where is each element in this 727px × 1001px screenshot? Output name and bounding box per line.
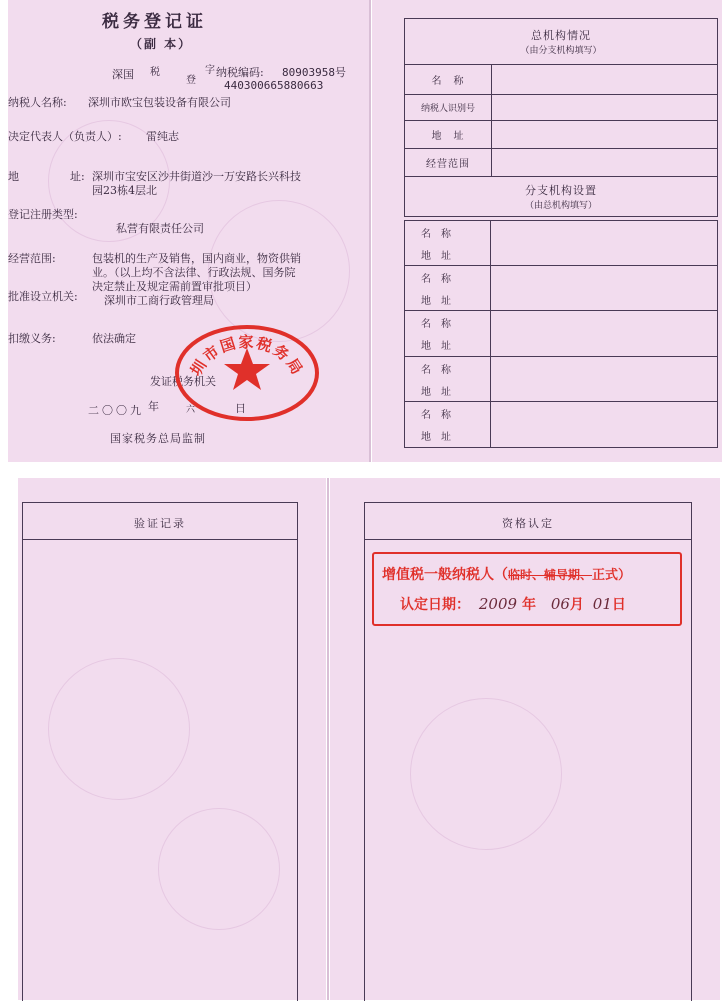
branch-name-label: 名 称 [421,410,451,422]
seal-star-icon [224,348,270,390]
reg-type-label: 登记注册类型: [8,208,78,221]
issuer-prefix: 深国 [112,68,134,81]
qualification-header [365,503,691,540]
address-value-line2: 园23栋4层北 [92,184,157,197]
legal-rep-value: 雷纯志 [146,130,179,143]
branch-row [404,220,718,266]
stamp-year-suffix: 年 [521,597,536,613]
head-office-row-value [492,95,718,121]
head-office-row-label: 地 址 [405,121,492,149]
head-office-row-label: 经营范围 [405,149,492,177]
branch-row [404,266,718,312]
issuer-char: 税 [150,67,160,78]
taxpayer-name-label: 纳税人名称: [8,96,67,109]
verification-box [22,502,298,1001]
approval-label: 批准设立机关: [8,290,78,303]
head-office-title: 总机构情况 [531,29,591,42]
branch-row-labels [405,357,491,402]
branches-title: 分支机构设置 [525,184,597,197]
issuing-office: 发证税务机关 [150,375,216,388]
stamp-date-label: 认定日期： [400,597,470,613]
head-office-note: （由分支机构填写） [520,46,602,56]
issuer-char: 登 [186,75,196,86]
branches-note: （由总机构填写） [524,201,597,211]
tax-code-value-2: 440300665880663 [224,79,324,92]
address-value-line1: 深圳市宝安区沙井街道沙一万安路长兴科技 [92,170,301,183]
certificate-title: 税务登记证 [102,12,207,32]
approval-value: 深圳市工商行政管理局 [104,294,214,307]
page-fold [327,478,329,1000]
branch-address-label: 地 址 [421,251,451,262]
head-office-table [404,18,718,217]
stamp-line1-b: 正式） [592,568,632,583]
issue-date-year: 二〇〇九 [88,404,144,417]
head-office-row-label: 纳税人识别号 [405,95,492,121]
branch-name-label: 名 称 [421,319,451,331]
scope-label: 经营范围: [8,252,56,265]
tax-bureau-seal [172,318,322,423]
scope-value-line2: 业。（以上均不含法律、行政法规、国务院 [92,266,296,279]
issue-date-month: 六 [186,405,196,415]
branch-row-labels [405,266,491,311]
page-fold [369,0,371,462]
stamp-month: 06 [550,595,570,613]
head-office-row-value [492,65,718,95]
obligation-label: 扣缴义务: [8,332,56,345]
reg-type-value: 私营有限责任公司 [116,222,204,235]
verification-title: 验证记录 [134,517,186,530]
head-office-row-value [492,149,718,177]
branch-row [404,311,718,357]
branch-name-label: 名 称 [421,273,451,285]
head-office-row-value [492,121,718,149]
stamp-line-1 [382,564,631,584]
stamp-year: 2009 [478,595,518,613]
supervisor-note: 国家税务总局监制 [110,432,206,445]
scope-value-line3: 决定禁止及规定需前置审批项目） [92,280,257,293]
branch-row [404,357,718,403]
issuer-char: 字 [205,65,215,76]
branch-address-label: 地 址 [421,341,451,353]
seal-text: 圳市国家税务局 [186,333,308,380]
stamp-month-suffix: 月 [569,597,584,613]
scope-value-line1: 包装机的生产及销售，国内商业，物资供销 [92,252,301,265]
stamp-line1-a: 增值税一般纳税人（ [382,567,508,583]
branch-name-label: 名 称 [421,229,451,240]
vat-taxpayer-stamp [372,552,682,626]
issue-date-day-suffix: 日 [235,402,246,415]
verification-header [23,503,297,540]
stamp-day: 01 [592,595,612,613]
branch-address-label: 地 址 [421,432,451,444]
legal-rep-label: 决定代表人（负责人）: [8,130,122,143]
branch-address-label: 地 址 [421,295,451,307]
branch-row-labels [405,311,491,356]
stamp-day-suffix: 日 [611,597,626,613]
branch-row-labels [405,402,491,447]
tax-code-value: 80903958号 [282,66,346,79]
address-label: 地 [8,170,19,183]
obligation-value: 依法确定 [92,332,136,345]
branch-address-label: 地 址 [421,386,451,398]
head-office-row-label: 名 称 [405,65,492,95]
stamp-line-2 [400,594,626,614]
branch-row-labels [405,221,491,265]
address-label: 址: [70,170,85,183]
certificate-subtitle: （副 本） [130,37,193,51]
branch-name-label: 名 称 [421,364,451,376]
stamp-line1-struck: 临时、辅导期、 [508,568,593,582]
tax-code-label: 纳税编码: [216,66,264,79]
branch-row [404,402,718,448]
qualification-title: 资格认定 [502,517,554,530]
issue-date-year-suffix: 年 [148,400,159,413]
taxpayer-name-value: 深圳市欧宝包装设备有限公司 [88,96,231,109]
